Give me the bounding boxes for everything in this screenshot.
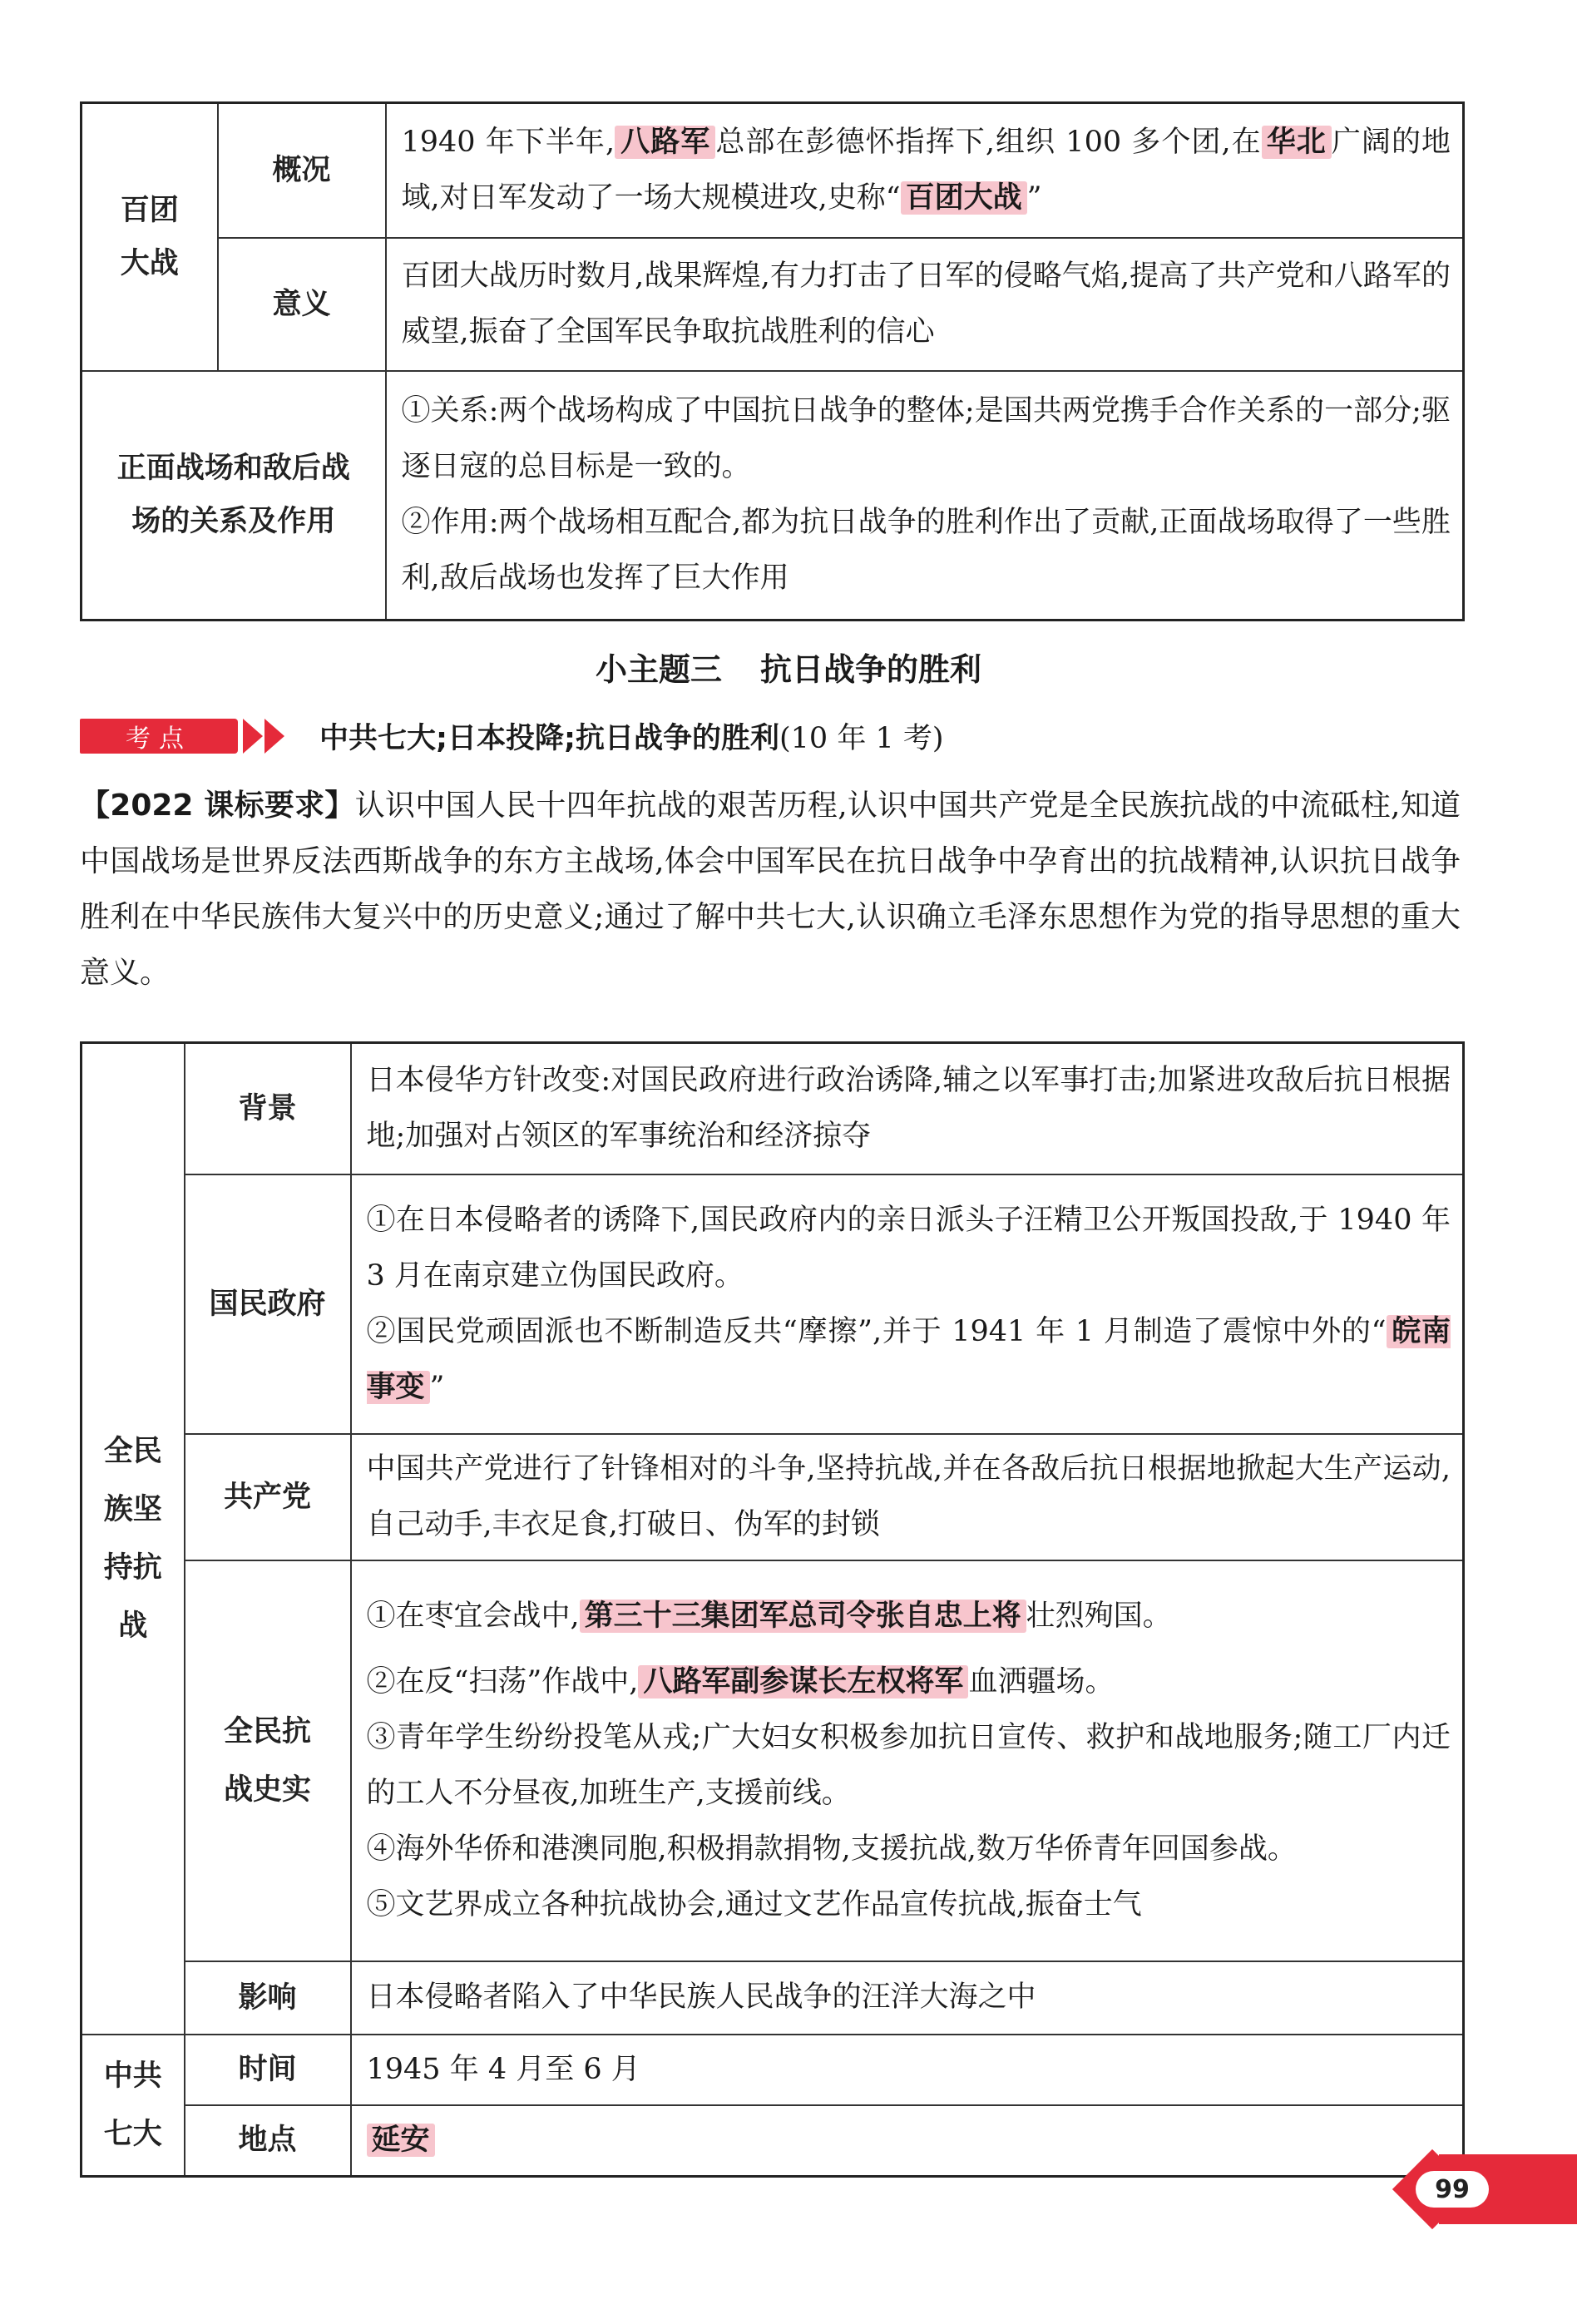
row-label-battlefield-relation: 正面战场和敌后战场的关系及作用 [82,371,386,621]
highlight-hundred-regiments: 百团大战 [901,181,1027,215]
row-label-significance: 意义 [218,238,386,371]
group-label-hundred-regiments: 百团大战 [82,103,218,371]
exam-point-text: 中共七大;日本投降;抗日战争的胜利(10 年 1 考) [319,722,944,755]
row-label-place: 地点 [185,2105,351,2177]
overview-text: 1940 年下半年, 八路军 总部在彭德怀指挥下,组织 100 多个团,在 华北 广阔的地域,对日军发动了一场大规模进攻,史称“ 百团大战 ” [386,103,1464,238]
highlight-yanan: 延安 [367,2124,435,2157]
group-label-whole-nation: 全民族坚持抗战 [82,1043,185,2035]
row-label-influence: 影响 [185,1961,351,2035]
section-title: 小主题三 抗日战争的胜利 [595,651,982,688]
table-hundred-regiments [80,101,1465,621]
row-label-background: 背景 [185,1043,351,1174]
highlight-wannan-incident: 皖南事变 [366,1314,1451,1404]
double-arrow-icon [243,719,286,754]
curriculum-requirement [80,778,1461,1001]
exam-point-tag: 考点 [80,719,238,754]
requirement-text: 认识中国人民十四年抗战的艰苦历程,认识中国共产党是全民族抗战的中流砥柱,知道中国战场是世界反法西斯战争的东方主战场,体会中国军民在抗日战争中孕育出的抗战精神,认识抗日战争胜利在中华民族伟大复兴中的历史意义;通过了解中共七大,认识确立毛泽东思想作为党的指导思想的重大意义。 [80,789,1461,990]
row-label-time: 时间 [185,2035,351,2105]
group-label-seventh-congress: 中共七大 [82,2035,185,2177]
page-number-badge [1389,2154,1577,2224]
place-text [351,2105,1464,2177]
row-label-resistance-facts: 全民抗战史实 [185,1560,351,1961]
background-text: 日本侵华方针改变:对国民政府进行政治诱降,辅之以军事打击;加紧进攻敌后抗日根据地;加强对占领区的军事统治和经济掠夺 [351,1043,1464,1174]
significance-text: 百团大战历时数月,战果辉煌,有力打击了日军的侵略气焰,提高了共产党和八路军的威望,振奋了全国军民争取抗战胜利的信心 [386,238,1464,371]
row-label-overview: 概况 [218,103,386,238]
time-text: 1945 年 4 月至 6 月 [351,2035,1464,2105]
battlefield-relation-text: ①关系:两个战场构成了中国抗日战争的整体;是国共两党携手合作关系的一部分;驱逐日寇的总目标是一致的。 ②作用:两个战场相互配合,都为抗日战争的胜利作出了贡献,正面战场取得了一些胜利,敌后战场也发挥了巨大作用 [386,371,1464,621]
highlight-north-china: 华北 [1262,126,1332,159]
highlight-zuo-quan: 八路军副参谋长左权将军 [638,1665,968,1698]
national-government-text: ①在日本侵略者的诱降下,国民政府内的亲日派头子汪精卫公开叛国投敌,于 1940 年 3 月在南京建立伪国民政府。 ②国民党顽固派也不断制造反共“摩擦”,并于 1941 年 1 月制造了震惊中外的“ 皖南事变 ” [351,1174,1464,1434]
resistance-facts-text: ①在枣宜会战中, 第三十三集团军总司令张自忠上将 壮烈殉国。 ②在反“扫荡”作战中, 八路军副参谋长左权将军 血洒疆场。 ③青年学生纷纷投笔从戎;广大妇女积极参加抗日宣传、救护和战地服务;随工厂内迁的工人不分昼夜,加班生产,支援前线。 ④海外华侨和港澳同胞,积极捐款捐物,支援抗战,数万华侨青年回国参战。 ⑤文艺界成立各种抗战协会,通过文艺作品宣传抗战,振奋士气 [351,1560,1464,1961]
page-number: 99 [1416,2171,1489,2208]
exam-point-bar [80,717,944,755]
influence-text: 日本侵略者陷入了中华民族人民战争的汪洋大海之中 [351,1961,1464,2035]
highlight-eighth-route-army: 八路军 [615,126,715,159]
table-victory [80,1041,1465,2178]
highlight-zhang-zizhong: 第三十三集团军总司令张自忠上将 [580,1600,1026,1633]
row-label-communist-party: 共产党 [185,1434,351,1560]
requirement-label: 【2022 课标要求】 [80,789,355,823]
row-label-national-government: 国民政府 [185,1174,351,1434]
communist-party-text: 中国共产党进行了针锋相对的斗争,坚持抗战,并在各敌后抗日根据地掀起大生产运动,自己动手,丰衣足食,打破日、伪军的封锁 [351,1434,1464,1560]
